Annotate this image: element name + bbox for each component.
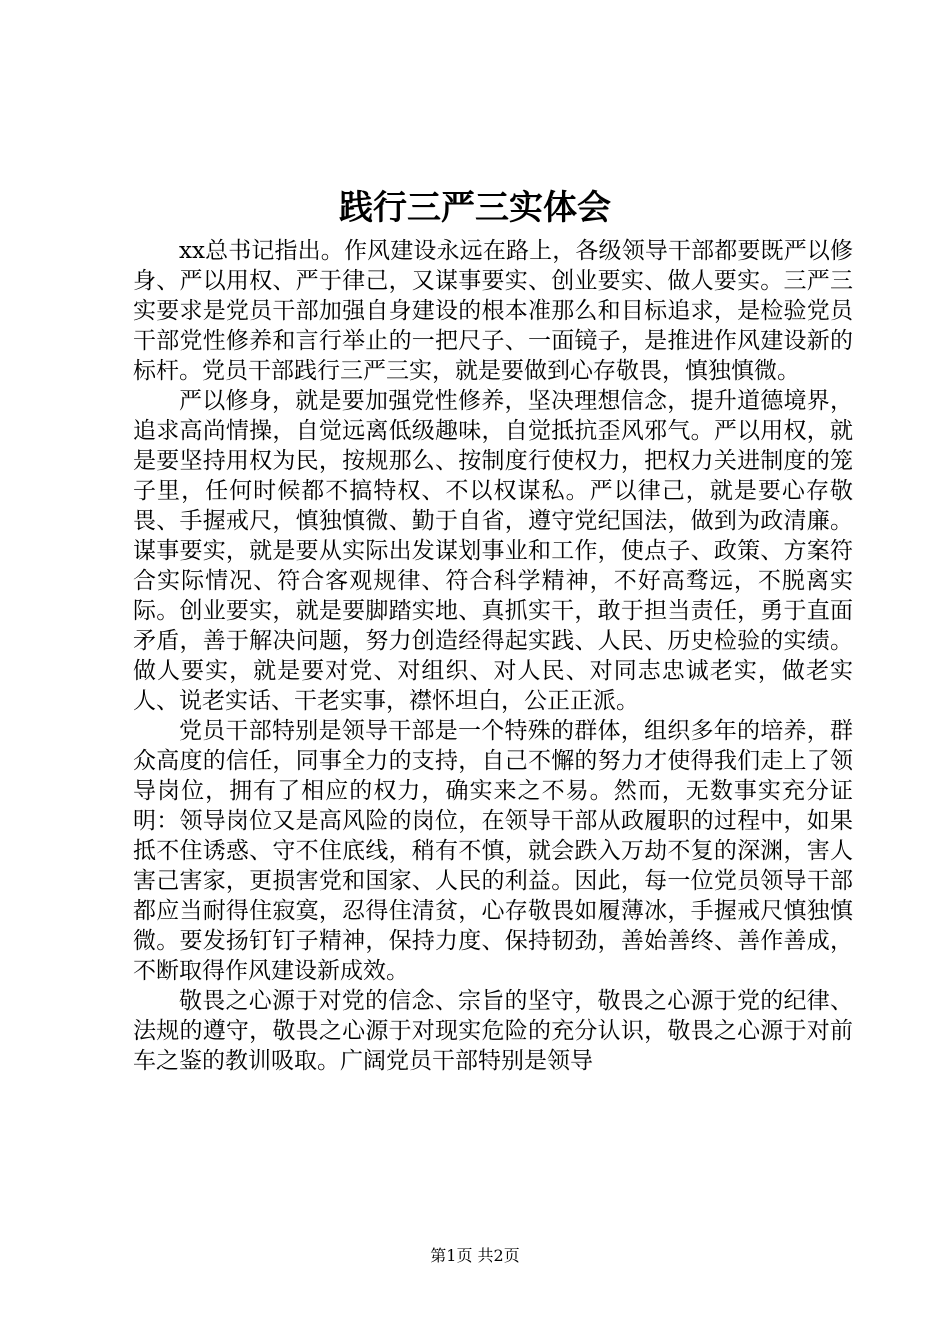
paragraph-2: 严以修身，就是要加强党性修养，坚决理想信念，提升道德境界，追求高尚情操，自觉远离低级趣味，自觉抵抗歪风邪气。严以用权，就是要坚持用权为民，按规那么、按制度行使权力，把权力关进制度的笼子里，任何时候都不搞特权、不以权谋私。严以律己，就是要心存敬畏、手握戒尺，慎独慎微、勤于自省，遵守党纪国法，做到为政清廉。谋事要实，就是要从实际出发谋划事业和工作，使点子、政策、方案符合实际情况、符合客观规律、符合科学精神，不好高骛远，不脱离实际。创业要实，就是要脚踏实地、真抓实干，敢于担当责任，勇于直面矛盾，善于解决问题，努力创造经得起实践、人民、历史检验的实绩。做人要实，就是要对党、对组织、对人民、对同志忠诚老实，做老实人、说老实话、干老实事，襟怀坦白，公正正派。: [133, 388, 853, 714]
page-title: 践行三严三实体会: [339, 188, 611, 228]
document-body: [133, 236, 853, 1076]
paragraph-3: 党员干部特别是领导干部是一个特殊的群体，组织多年的培养，群众高度的信任，同事全力的支持，自己不懈的努力才使得我们走上了领导岗位，拥有了相应的权力，确实来之不易。然而，无数事实充分证明：领导岗位又是高风险的岗位，在领导干部从政履职的过程中，如果抵不住诱惑、守不住底线，稍有不慎，就会跌入万劫不复的深渊，害人害己害家，更损害党和国家、人民的利益。因此，每一位党员领导干部都应当耐得住寂寞，忍得住清贫，心存敬畏如履薄冰，手握戒尺慎独慎微。要发扬钉钉子精神，保持力度、保持韧劲，善始善终、善作善成，不断取得作风建设新成效。: [133, 718, 853, 984]
paragraph-1: xx总书记指出。作风建设永远在路上，各级领导干部都要既严以修身、严以用权、严于律己，又谋事要实、创业要实、做人要实。三严三实要求是党员干部加强自身建设的根本准那么和目标追求，是检验党员干部党性修养和言行举止的一把尺子、一面镜子，是推进作风建设新的标杆。党员干部践行三严三实，就是要做到心存敬畏，慎独慎微。: [133, 238, 853, 384]
page-number-footer: 第1页 共2页: [430, 1246, 520, 1265]
paragraph-4: 敬畏之心源于对党的信念、宗旨的坚守，敬畏之心源于党的纪律、法规的遵守，敬畏之心源于对现实危险的充分认识，敬畏之心源于对前车之鉴的教训吸取。广阔党员干部特别是领导: [133, 988, 853, 1074]
